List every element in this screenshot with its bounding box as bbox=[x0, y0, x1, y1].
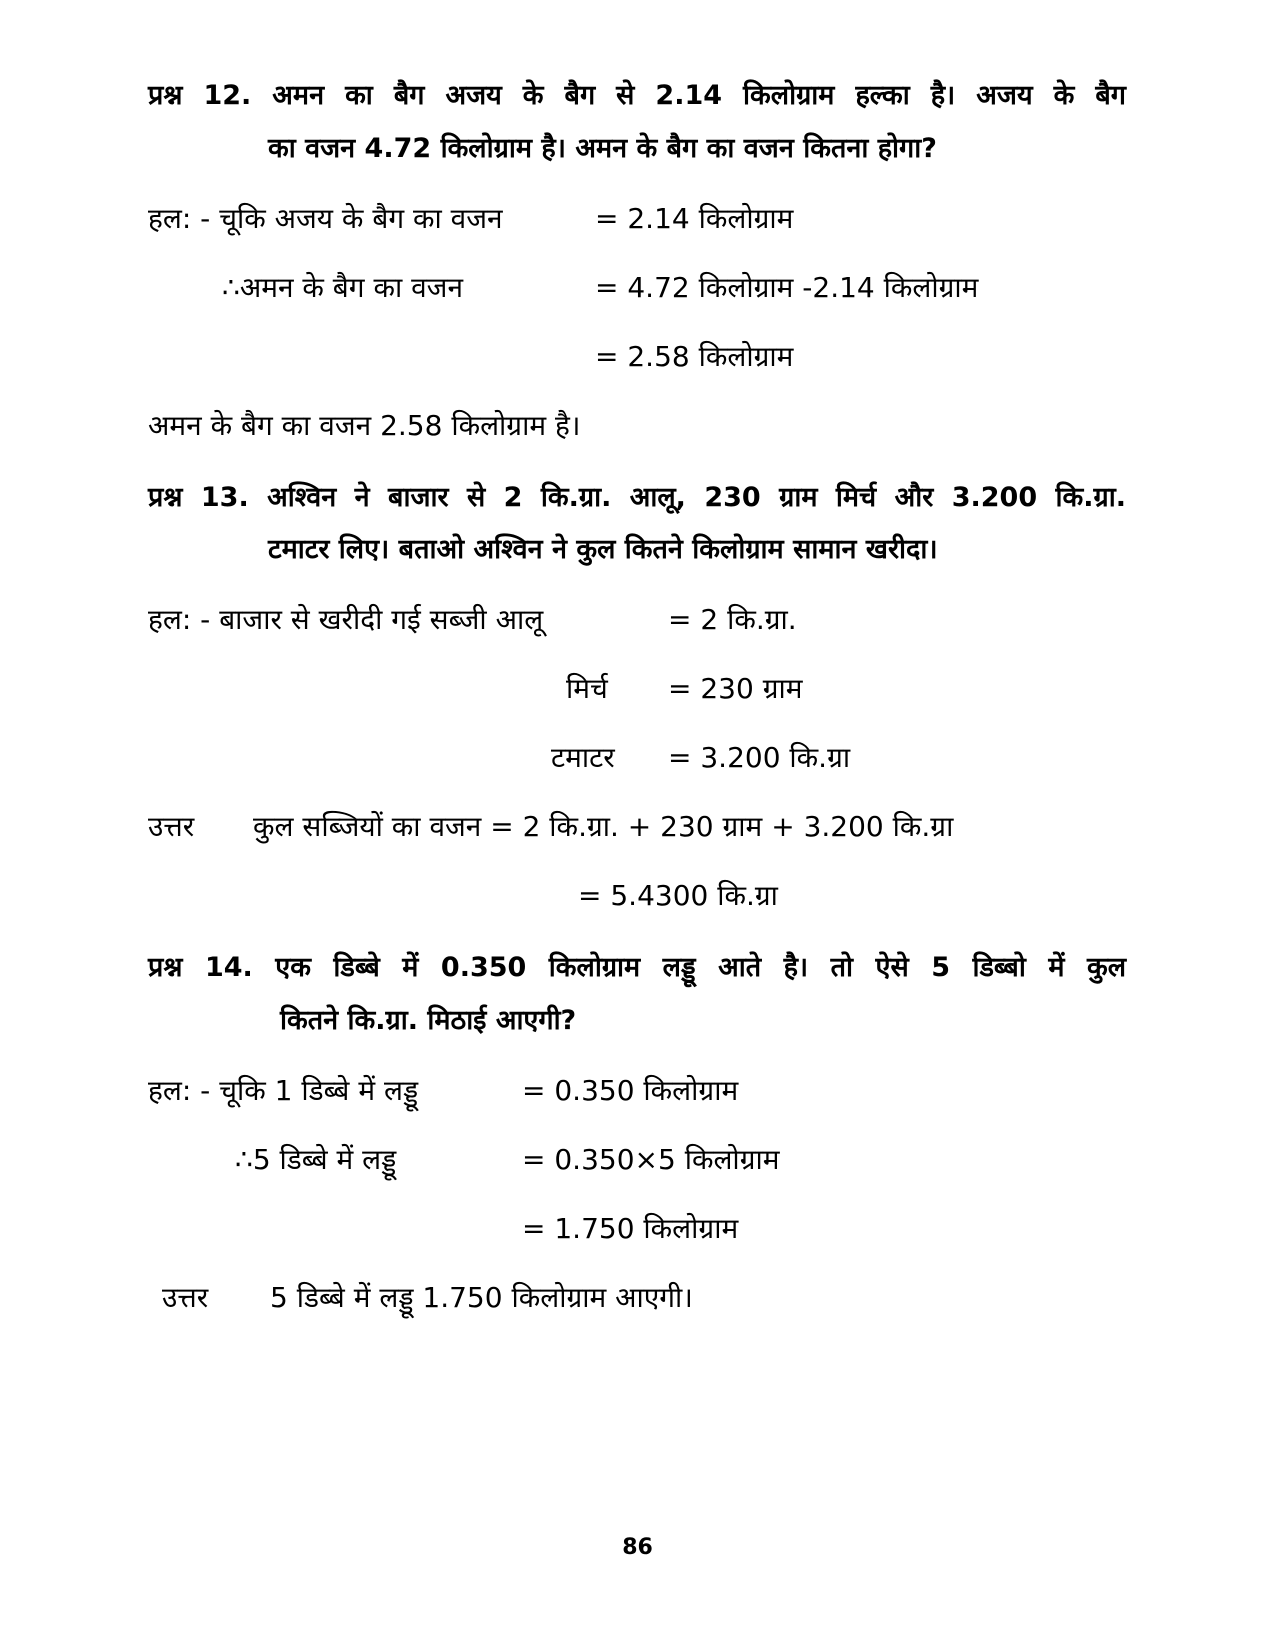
question-14-line-2: कितने कि.ग्रा. मिठाई आएगी? bbox=[280, 1005, 577, 1036]
solution-12-result-value: = 2.58 किलोग्राम bbox=[595, 340, 794, 373]
solution-13-item-3-value: = 3.200 कि.ग्रा bbox=[668, 741, 851, 774]
page-number: 86 bbox=[622, 1535, 653, 1560]
solution-13-item-3-label: टमाटर bbox=[551, 741, 615, 774]
solution-12-given-label: हल: - चूकि अजय के बैग का वजन bbox=[148, 202, 503, 235]
answer-14-text: 5 डिब्बे में लड्डू 1.750 किलोग्राम आएगी। bbox=[270, 1281, 693, 1314]
solution-12-step-label: ∴अमन के बैग का वजन bbox=[222, 271, 463, 304]
answer-14-label: उत्तर bbox=[162, 1281, 209, 1314]
solution-13-item-2-value: = 230 ग्राम bbox=[668, 672, 803, 705]
solution-14-result-value: = 1.750 किलोग्राम bbox=[522, 1212, 739, 1245]
question-13-line-2: टमाटर लिए। बताओ अश्विन ने कुल कितने किलोग्राम सामान खरीदा। bbox=[268, 534, 938, 565]
solution-14-given-value: = 0.350 किलोग्राम bbox=[522, 1074, 739, 1107]
answer-13-value: = 5.4300 कि.ग्रा bbox=[578, 879, 778, 912]
solution-13-item-1-label: हल: - बाजार से खरीदी गई सब्जी आलू bbox=[148, 603, 544, 636]
solution-12-given-value: = 2.14 किलोग्राम bbox=[595, 202, 794, 235]
question-14-line-1: प्रश्न 14. एक डिब्बे में 0.350 किलोग्राम लड्डू आते है। तो ऐसे 5 डिब्बो में कुल bbox=[148, 952, 1126, 983]
solution-13-item-1-value: = 2 कि.ग्रा. bbox=[668, 603, 797, 636]
solution-14-step-value: = 0.350×5 किलोग्राम bbox=[522, 1143, 780, 1176]
question-12-line-1: प्रश्न 12. अमन का बैग अजय के बैग से 2.14 किलोग्राम हल्का है। अजय के बैग bbox=[148, 80, 1126, 111]
answer-13-label: उत्तर bbox=[148, 810, 195, 843]
question-13-line-1: प्रश्न 13. अश्विन ने बाजार से 2 कि.ग्रा. आलू, 230 ग्राम मिर्च और 3.200 कि.ग्रा. bbox=[148, 482, 1126, 513]
solution-14-step-label: ∴5 डिब्बे में लड्डू bbox=[235, 1143, 397, 1176]
solution-13-item-2-label: मिर्च bbox=[566, 672, 608, 705]
solution-14-given-label: हल: - चूकि 1 डिब्बे में लड्डू bbox=[148, 1074, 419, 1107]
question-12-line-2: का वजन 4.72 किलोग्राम है। अमन के बैग का वजन कितना होगा? bbox=[268, 133, 937, 164]
answer-12: अमन के बैग का वजन 2.58 किलोग्राम है। bbox=[148, 409, 581, 442]
answer-13-text: कुल सब्जियों का वजन = 2 कि.ग्रा. + 230 ग्राम + 3.200 कि.ग्रा bbox=[253, 810, 954, 843]
solution-12-step-value: = 4.72 किलोग्राम -2.14 किलोग्राम bbox=[595, 271, 979, 304]
